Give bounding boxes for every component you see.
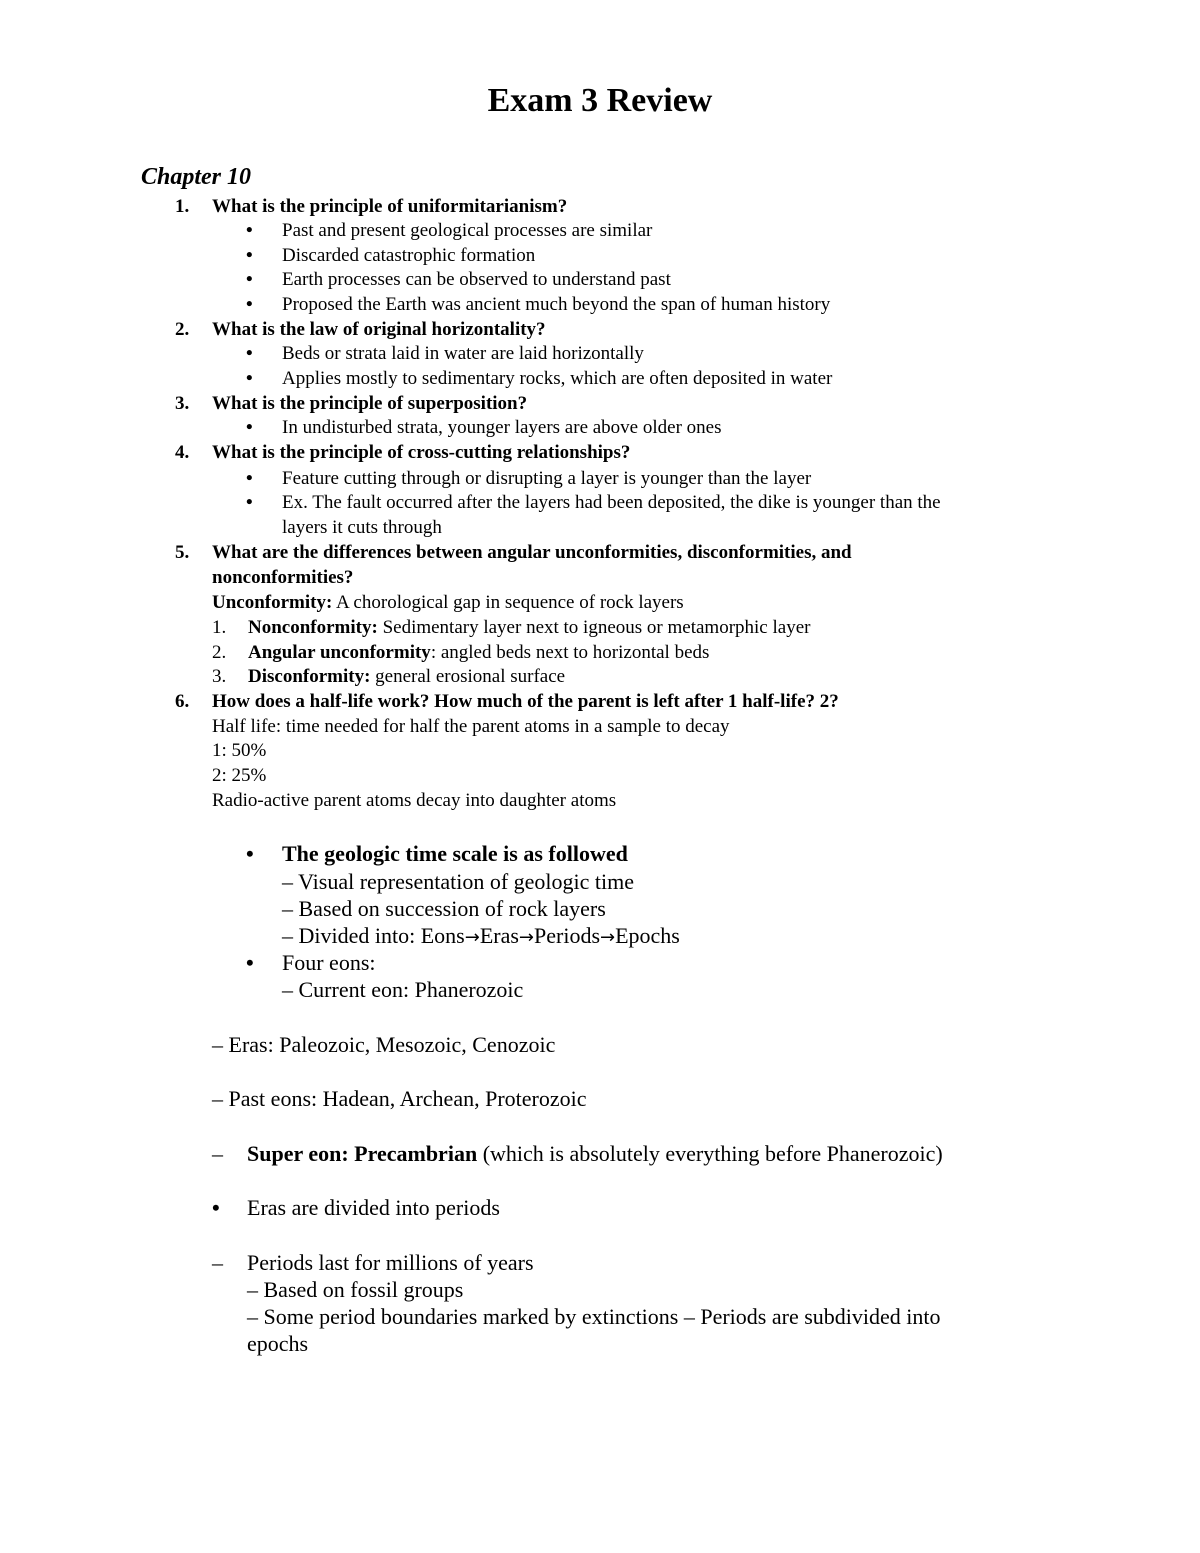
sub-text: Sedimentary layer next to igneous or metamorphic layer: [377, 617, 811, 638]
list-item: – Current eon: Phanerozoic: [282, 977, 524, 1002]
bullet-icon: •: [212, 1195, 220, 1220]
question-text: What is the principle of uniformitarianism?: [212, 196, 568, 217]
list-item: – Some period boundaries marked by extinctions – Periods are subdivided into: [247, 1304, 941, 1329]
eras-line: – Eras: Paleozoic, Mesozoic, Cenozoic: [212, 1032, 556, 1057]
dash-marker: –: [212, 1141, 223, 1166]
bullet-icon: •: [246, 245, 253, 266]
list-text: Eras: [479, 923, 519, 948]
list-item: Beds or strata laid in water are laid horizontally: [282, 343, 644, 364]
question-text: What is the law of original horizontality?: [212, 319, 546, 340]
bullet-icon: •: [246, 269, 253, 290]
list-item: Discarded catastrophic formation: [282, 245, 536, 266]
sub-number: 2.: [212, 642, 227, 663]
dash-marker: –: [212, 1250, 223, 1275]
list-item: Earth processes can be observed to understand past: [282, 269, 671, 290]
list-text: Epochs: [615, 923, 680, 948]
timescale-heading: The geologic time scale is as followed: [282, 841, 628, 866]
bullet-icon: •: [246, 468, 253, 489]
list-item: – Based on succession of rock layers: [282, 896, 606, 921]
sub-text: : angled beds next to horizontal beds: [430, 642, 710, 663]
question-number: 1.: [175, 196, 190, 217]
list-item: Feature cutting through or disrupting a layer is younger than the layer: [282, 468, 812, 489]
question-number: 3.: [175, 393, 190, 414]
question-number: 2.: [175, 319, 190, 340]
question-text: What are the differences between angular unconformities, disconformities, and: [212, 542, 852, 563]
answer-line: Half life: time needed for half the parent atoms in a sample to decay: [212, 716, 730, 737]
question-number: 5.: [175, 542, 190, 563]
list-item: – Visual representation of geologic time: [282, 869, 635, 894]
sub-number: 1.: [212, 617, 227, 638]
sub-item: [248, 664, 565, 689]
answer-line: 2: 25%: [212, 765, 267, 786]
bullet-icon: •: [246, 220, 253, 241]
sub-item: [248, 640, 709, 665]
sub-text: general erosional surface: [370, 666, 566, 687]
past-eons-line: – Past eons: Hadean, Archean, Proterozoic: [212, 1086, 587, 1111]
list-item: Past and present geological processes are similar: [282, 220, 653, 241]
answer-line: 1: 50%: [212, 740, 267, 761]
bullet-icon: •: [246, 492, 253, 513]
eras-divided-line: Eras are divided into periods: [247, 1195, 500, 1220]
list-item: Four eons:: [282, 950, 376, 975]
sub-term: Disconformity:: [248, 666, 371, 687]
definition-text: A chorological gap in sequence of rock layers: [332, 592, 684, 613]
definition-term: Unconformity:: [212, 592, 333, 613]
super-eon-line: [247, 1140, 943, 1167]
bullet-icon: •: [246, 294, 253, 315]
sub-term: Nonconformity:: [248, 617, 378, 638]
bullet-icon: •: [246, 950, 254, 975]
list-item-continuation: layers it cuts through: [282, 517, 442, 538]
list-text: – Divided into: Eons: [282, 923, 465, 948]
arrow-right-icon: →: [464, 927, 480, 948]
list-item: Applies mostly to sedimentary rocks, which are often deposited in water: [282, 368, 833, 389]
bullet-icon: •: [246, 841, 254, 866]
list-item: – Based on fossil groups: [247, 1277, 464, 1302]
question-number: 4.: [175, 442, 190, 463]
list-item: In undisturbed strata, younger layers are above older ones: [282, 417, 722, 438]
arrow-right-icon: →: [600, 927, 616, 948]
question-number: 6.: [175, 691, 190, 712]
bullet-icon: •: [246, 417, 253, 438]
answer-line: Radio-active parent atoms decay into daughter atoms: [212, 790, 617, 811]
question-text: How does a half-life work? How much of the parent is left after 1 half-life? 2?: [212, 691, 839, 712]
question-text: What is the principle of cross-cutting relationships?: [212, 442, 631, 463]
list-item: Ex. The fault occurred after the layers had been deposited, the dike is younger than the: [282, 492, 941, 513]
super-eon-term: Super eon: Precambrian: [247, 1141, 478, 1166]
question-text: What is the principle of superposition?: [212, 393, 528, 414]
sub-term: Angular unconformity: [248, 642, 431, 663]
bullet-icon: •: [246, 368, 253, 389]
list-item: epochs: [247, 1331, 309, 1356]
periods-line: Periods last for millions of years: [247, 1250, 534, 1275]
sub-item: [248, 615, 810, 640]
bullet-icon: •: [246, 343, 253, 364]
list-item: Proposed the Earth was ancient much beyond the span of human history: [282, 294, 831, 315]
definition-line: [212, 590, 684, 615]
arrow-right-icon: →: [518, 927, 534, 948]
list-item: [282, 922, 680, 951]
sub-number: 3.: [212, 666, 227, 687]
question-text-continuation: nonconformities?: [212, 567, 354, 588]
page-title: Exam 3 Review: [487, 82, 713, 119]
super-eon-text: (which is absolutely everything before Phanerozoic): [477, 1141, 943, 1166]
chapter-heading: Chapter 10: [141, 164, 252, 190]
list-text: Periods: [534, 923, 600, 948]
